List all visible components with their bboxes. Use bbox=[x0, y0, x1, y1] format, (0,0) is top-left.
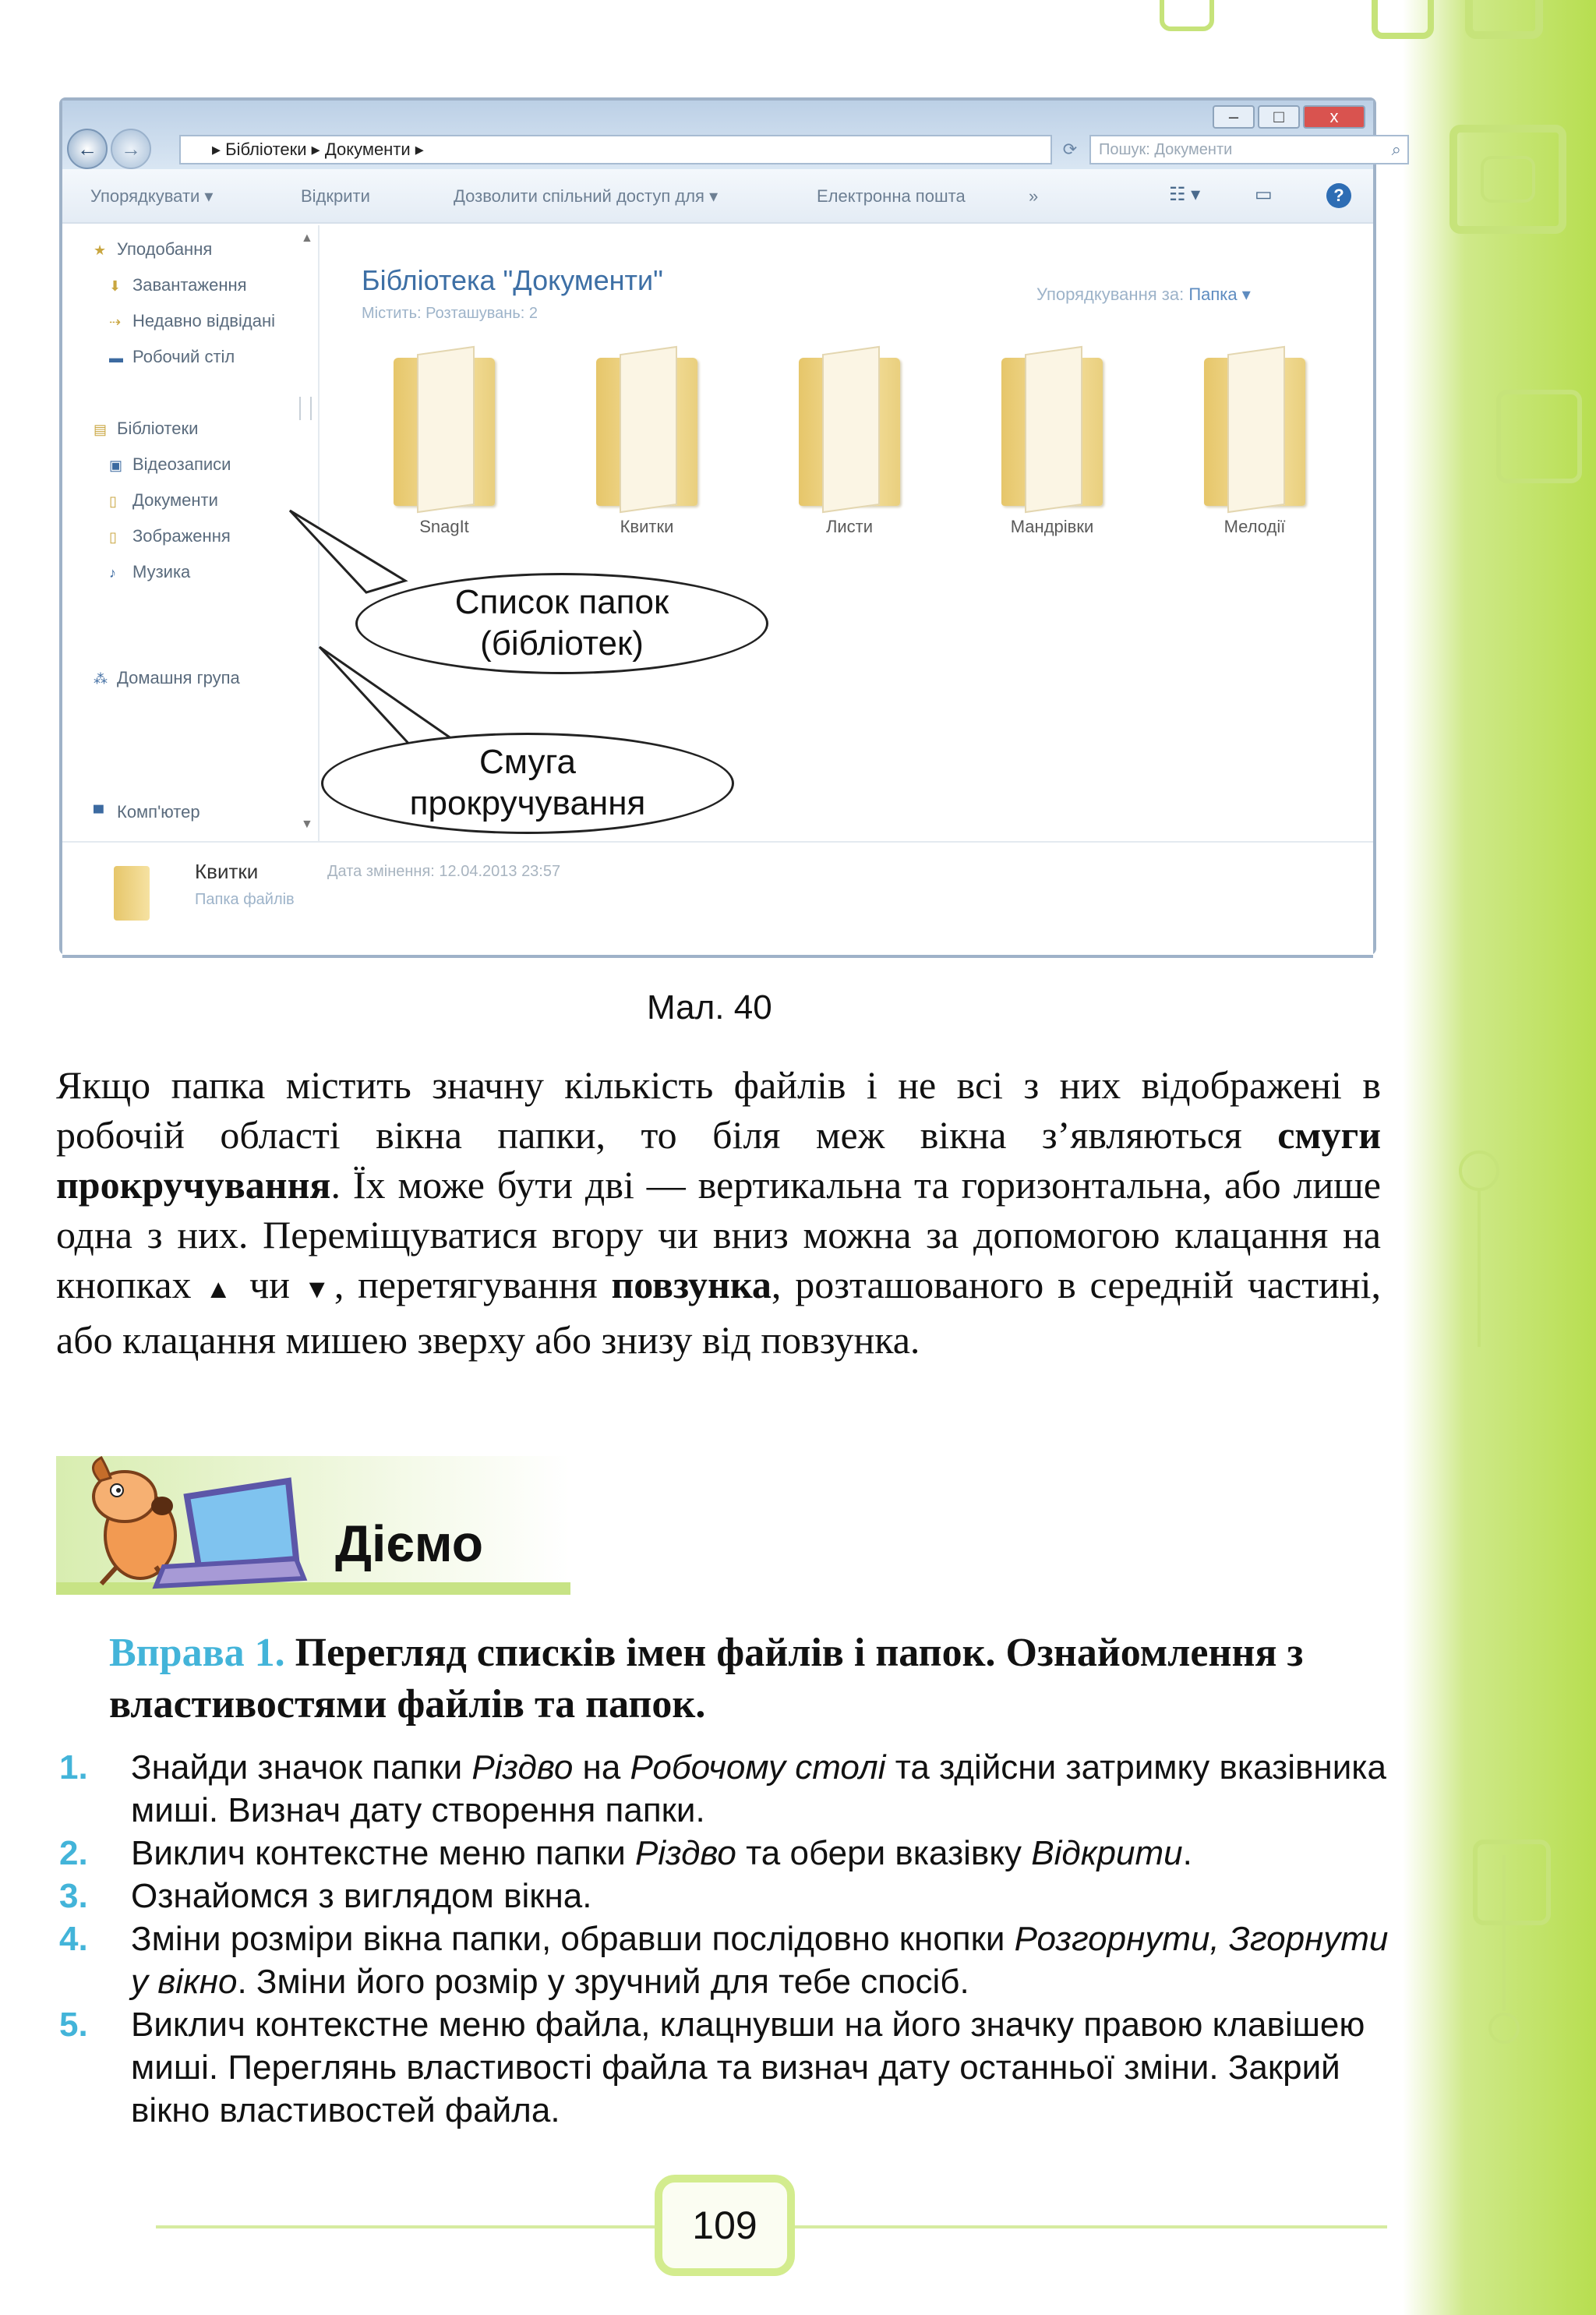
arrange-label: Упорядкування за: bbox=[1036, 285, 1185, 304]
share-menu[interactable]: Дозволити спільний доступ для ▾ bbox=[454, 186, 719, 206]
sidebar-item-desktop[interactable]: ▬ Робочий стіл bbox=[109, 347, 235, 366]
refresh-icon[interactable]: ⟳ bbox=[1062, 140, 1078, 159]
view-options-icon[interactable]: ☷ ▾ bbox=[1169, 184, 1201, 205]
library-icon: ▤ bbox=[94, 422, 108, 437]
sidebar-item-favorites[interactable]: ★ Уподобання bbox=[94, 239, 213, 259]
maximize-button[interactable]: □ bbox=[1258, 105, 1300, 129]
picture-icon: ▯ bbox=[109, 529, 117, 545]
section-title: Діємо bbox=[335, 1514, 484, 1572]
recent-icon: ⇢ bbox=[109, 314, 122, 330]
desktop-icon: ▬ bbox=[109, 350, 123, 366]
star-icon: ★ bbox=[94, 242, 107, 258]
callout-folder-list: Список папок (бібліотек) bbox=[355, 573, 768, 674]
sidebar-item-pictures[interactable]: ▯ Зображення bbox=[109, 526, 231, 546]
callout-scrollbar: Смуга прокручування bbox=[321, 733, 734, 834]
preview-pane-icon[interactable]: ▭ bbox=[1255, 184, 1273, 205]
search-icon: ⌕ bbox=[1391, 140, 1401, 159]
scroll-down-arrow-icon[interactable]: ▼ bbox=[301, 818, 313, 831]
video-icon: ▣ bbox=[109, 458, 123, 473]
sidebar-item-homegroup[interactable]: ⁂ Домашня група bbox=[94, 668, 240, 687]
homegroup-icon: ⁂ bbox=[94, 671, 108, 687]
music-icon: ♪ bbox=[109, 565, 116, 581]
help-icon[interactable]: ? bbox=[1326, 183, 1351, 208]
exercise-heading: Вправа 1. Перегляд списків імен файлів і папок. Ознайомлення з властивостями файлів та папок. bbox=[109, 1631, 1304, 1727]
folder-item[interactable]: Мандрівки bbox=[982, 358, 1122, 537]
open-button[interactable]: Відкрити bbox=[301, 186, 370, 206]
folder-item[interactable]: Квитки bbox=[577, 358, 717, 537]
details-type: Папка файлів bbox=[195, 891, 295, 908]
minimize-button[interactable]: – bbox=[1213, 105, 1255, 129]
sidebar-item-computer[interactable]: ▀ Комп'ютер bbox=[94, 802, 200, 822]
breadcrumb: ▸ Бібліотеки ▸ Документи ▸ bbox=[212, 140, 424, 159]
details-date: Дата змінення: 12.04.2013 23:57 bbox=[327, 863, 561, 880]
arrange-value[interactable]: Папка ▾ bbox=[1188, 285, 1251, 304]
scroll-up-arrow-icon[interactable]: ▲ bbox=[301, 231, 313, 245]
details-name: Квитки bbox=[195, 860, 259, 883]
computer-icon: ▀ bbox=[94, 805, 104, 821]
sidebar-item-recent[interactable]: ⇢ Недавно відвідані bbox=[109, 311, 275, 330]
page-number: 109 bbox=[655, 2175, 795, 2276]
callout-pointer-folder-list bbox=[290, 511, 405, 592]
body-paragraph: Якщо папка містить значну кількість файлів і не всі з них відображені в робочій області вікна папки, то біля меж вікна з’являються смуги прокручування. Їх може бути дві — вертикальна та горизонтальна, або лише одна з них. Переміщуватися вгору чи вниз можна за допомогою клацання на кнопках ▲ чи ▼, перетягування повзунка, розташованого в середній частині, або клацання мишею зверху або знизу від повзунка. bbox=[56, 1063, 1382, 1362]
dog-with-laptop-icon bbox=[70, 1450, 327, 1590]
exercise-number: Вправа 1. bbox=[109, 1631, 285, 1675]
email-button[interactable]: Електронна пошта bbox=[817, 186, 966, 206]
library-subtitle: Містить: Розташувань: 2 bbox=[362, 305, 538, 322]
folder-item[interactable]: Мелодії bbox=[1185, 358, 1325, 537]
scroll-down-arrow-icon: ▼ bbox=[303, 1275, 334, 1304]
folder-item[interactable]: SnagIt bbox=[374, 358, 514, 537]
footer-line bbox=[795, 2225, 1387, 2228]
download-icon: ⬇ bbox=[109, 278, 122, 294]
document-icon: ▯ bbox=[109, 493, 117, 509]
organize-menu[interactable]: Упорядкувати ▾ bbox=[90, 186, 214, 206]
figure-caption: Мал. 40 bbox=[647, 988, 772, 1027]
back-arrow-icon: ← bbox=[77, 137, 97, 161]
sidebar-item-downloads[interactable]: ⬇ Завантаження bbox=[109, 275, 247, 295]
sidebar-item-libraries[interactable]: ▤ Бібліотеки bbox=[94, 419, 199, 438]
sidebar-item-music[interactable]: ♪ Музика bbox=[109, 562, 191, 581]
forward-arrow-icon: → bbox=[121, 137, 141, 161]
scroll-up-arrow-icon: ▲ bbox=[205, 1275, 236, 1304]
more-button[interactable]: » bbox=[1029, 186, 1039, 206]
folder-item[interactable]: Листи bbox=[779, 358, 920, 537]
library-title: Бібліотека "Документи" bbox=[362, 264, 663, 296]
close-button[interactable]: x bbox=[1303, 105, 1365, 129]
search-placeholder: Пошук: Документи bbox=[1099, 141, 1233, 158]
footer-line bbox=[156, 2225, 655, 2228]
sidebar-item-documents[interactable]: ▯ Документи bbox=[109, 490, 218, 510]
sidebar-item-videos[interactable]: ▣ Відеозаписи bbox=[109, 454, 231, 474]
